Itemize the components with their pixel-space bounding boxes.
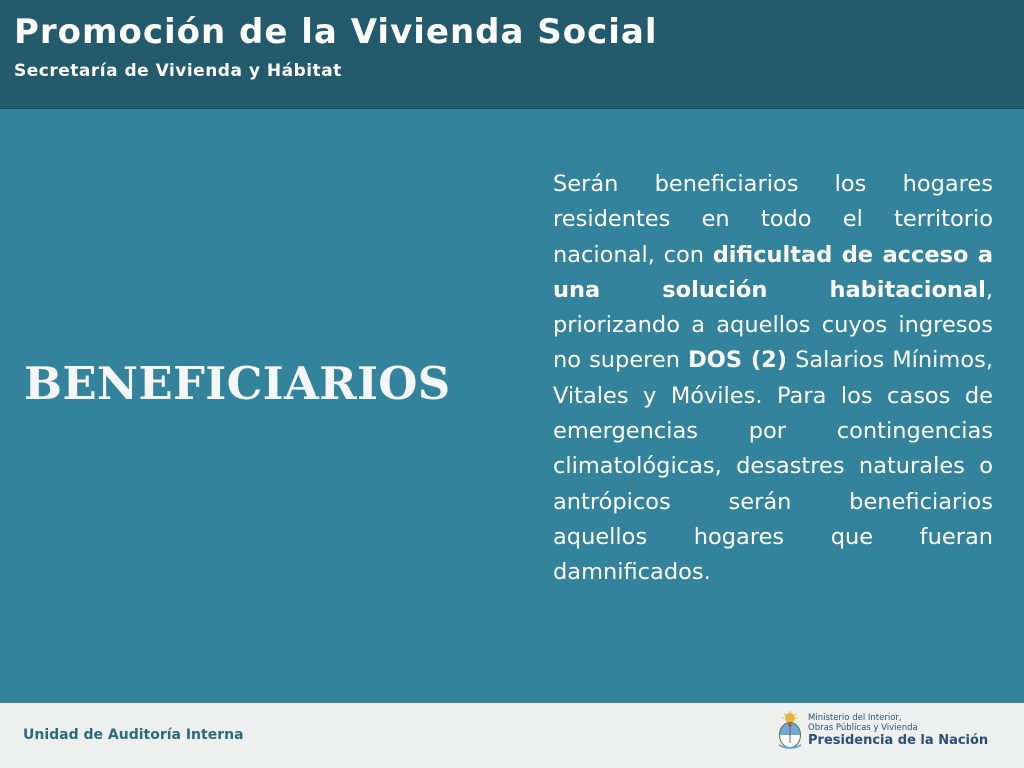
paragraph-text: Salarios Mínimos, Vitales y Móviles. Para los casos de emergencias por contingencias climatológicas, desastres naturales o antrópicos serán beneficiarios aquellos hogares que fueran damnificados. [553,347,993,586]
page-subtitle: Secretaría de Vivienda y Hábitat [14,61,342,81]
footer-unit-label: Unidad de Auditoría Interna [23,727,244,743]
presidencia-label: Presidencia de la Nación [808,733,989,748]
argentina-coat-of-arms-icon [776,711,804,751]
ministry-name [808,713,918,733]
ministry-line-1: Ministerio del Interior, [808,713,902,723]
paragraph-text: Serán beneficiarios los hogares residentes en todo el territorio nacional, con [553,171,993,268]
section-title: BENEFICIARIOS [24,357,451,410]
ministry-line-2: Obras Públicas y Vivienda [808,723,918,733]
footer-bar [0,703,1024,768]
paragraph-text: , priorizando a aquellos cuyos ingresos no superen [553,276,993,374]
body-paragraph [553,167,993,591]
emphasis-text: DOS (2) [688,347,788,374]
emphasis-text: dificultad de acceso a una solución habitacional [553,241,993,303]
page-title: Promoción de la Vivienda Social [14,12,658,52]
header-bar [0,0,1024,109]
